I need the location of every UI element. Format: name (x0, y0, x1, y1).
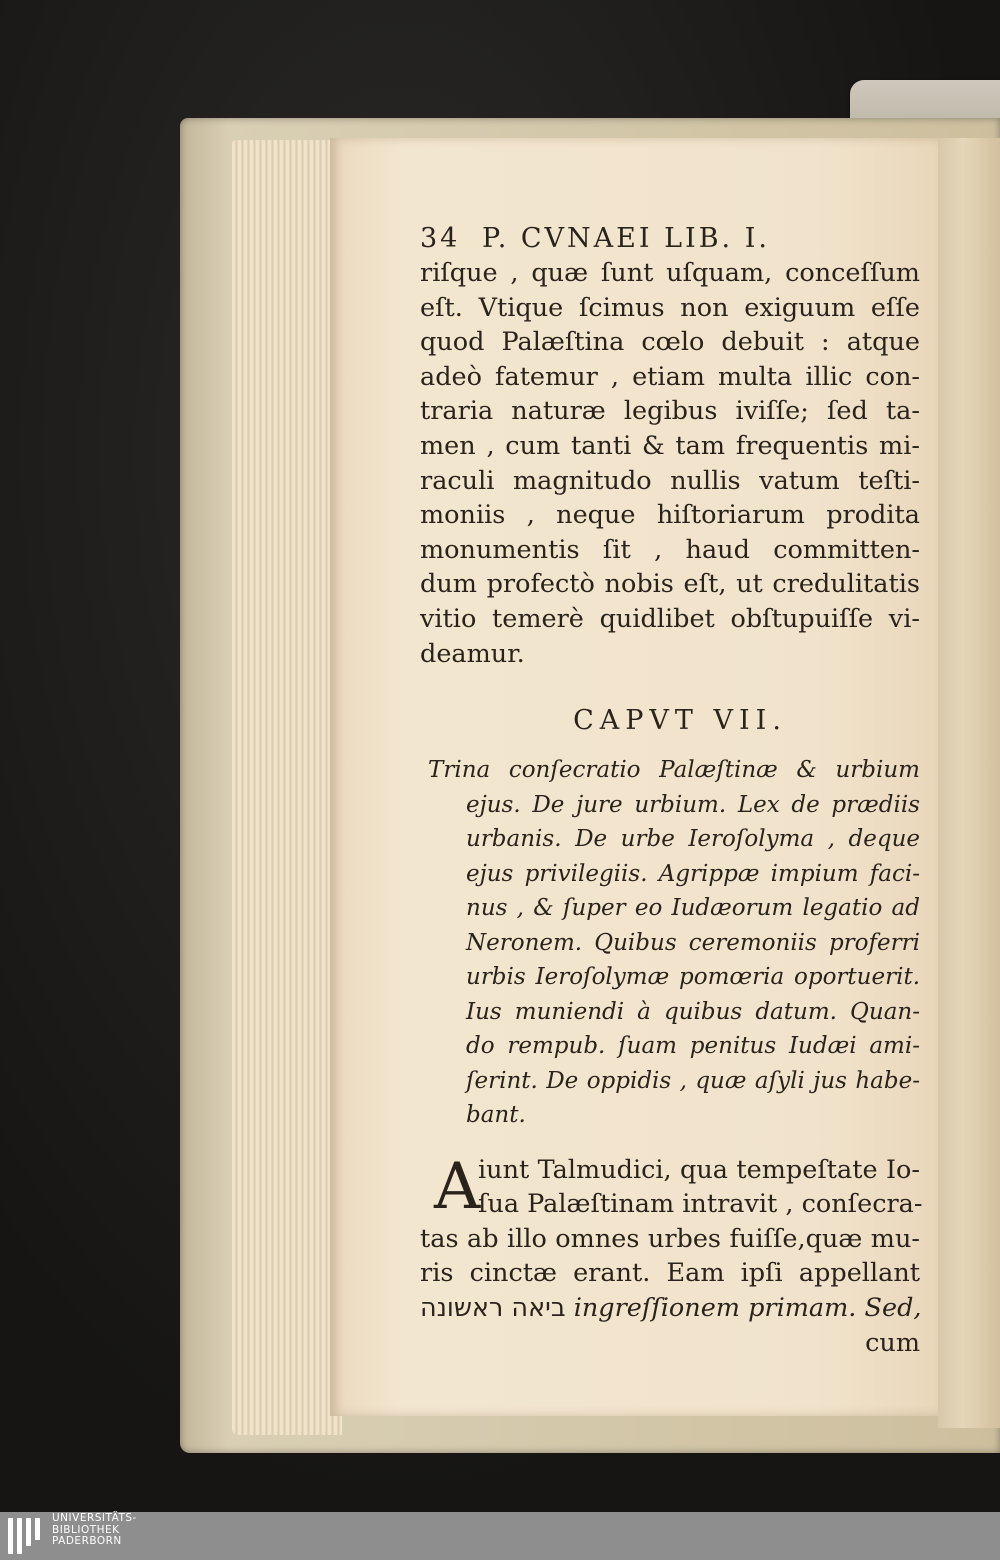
italic-text: ingreſſionem primam. Sed, (573, 1293, 922, 1323)
text-line: quod Palæſtina cœlo debuit : atque (420, 327, 920, 358)
text-line: adeò fatemur , etiam multa illic con- (420, 361, 920, 392)
page-text (420, 222, 923, 1360)
logo-line: PADERBORN (52, 1535, 122, 1547)
top-paragraph (420, 256, 920, 671)
summary-line: do rempub. ſuam penitus Iudæi ami- (466, 1033, 920, 1060)
facing-page-edge (938, 138, 1000, 1428)
page-edges (232, 140, 342, 1435)
text-line: ſua Palæſtinam intravit , conſecra- (478, 1189, 923, 1220)
text-line: eſt. Vtique ſcimus non exiguum eſſe (420, 292, 920, 323)
summary-line: Ius muniendi à quibus datum. Quan- (466, 998, 920, 1025)
chapter-summary (420, 753, 920, 1133)
hebrew-text: ביאה ראשונה (420, 1293, 566, 1323)
summary-line: urbanis. De urbe Ieroſolyma , deque (466, 826, 920, 853)
summary-line: ejus privilegiis. Agrippæ impium faci- (466, 860, 920, 887)
text-line: moniis , neque hiſtoriarum prodita (420, 500, 920, 531)
summary-line: Neronem. Quibus ceremoniis proferri (466, 929, 920, 956)
summary-line: Trina conſecratio Palæſtinæ & urbium (428, 757, 920, 784)
logo-line: BIBLIOTHEK (52, 1523, 120, 1536)
text-line: ris cinctæ erant. Eam ipſi appellant (420, 1258, 920, 1289)
catchword: cum (865, 1327, 920, 1358)
library-logo-icon (6, 1514, 46, 1558)
text-line: deamur. (420, 638, 525, 669)
running-header (420, 222, 920, 256)
drop-cap: A (434, 1149, 481, 1224)
summary-line: bant. (466, 1102, 526, 1129)
chapter-heading: CAPVT VII. (573, 705, 787, 737)
logo-line: UNIVERSITÄTS- (52, 1512, 137, 1524)
summary-line: nus , & ſuper eo Iudæorum legatio ad (466, 895, 920, 922)
page-number: 34 (420, 223, 461, 254)
summary-line: ejus. De jure urbium. Lex de prædiis (466, 791, 920, 818)
text-line: riſque , quæ ſunt uſquam, conceſſum (420, 258, 920, 288)
text-line: monumentis ſit , haud committen- (420, 534, 920, 565)
text-line: dum profectò nobis eſt, ut credulitatis (420, 569, 920, 600)
text-line: traria naturæ legibus iviſſe; ſed ta- (420, 396, 920, 427)
text-line: tas ab illo omnes urbes fuiſſe,quæ mu- (420, 1223, 920, 1254)
library-logo-text (52, 1513, 137, 1548)
text-line-hebrew (420, 1291, 920, 1326)
body-paragraph (420, 1149, 923, 1361)
summary-line: urbis Ieroſolymæ pomœria oportuerit. (466, 964, 920, 991)
text-line: iunt Talmudici, qua tempeſtate Io- (478, 1154, 920, 1185)
text-line: vitio temerè quidlibet obſtupuiſſe vi- (420, 603, 920, 634)
text-line: raculi magnitudo nullis vatum teſti- (420, 465, 920, 496)
summary-line: ſerint. De oppidis , quæ aſyli jus habe- (466, 1067, 920, 1094)
running-title: P. CVNAEI LIB. I. (482, 223, 770, 254)
text-line: men , cum tanti & tam frequentis mi- (420, 430, 920, 461)
footer-bar (0, 1512, 1000, 1560)
